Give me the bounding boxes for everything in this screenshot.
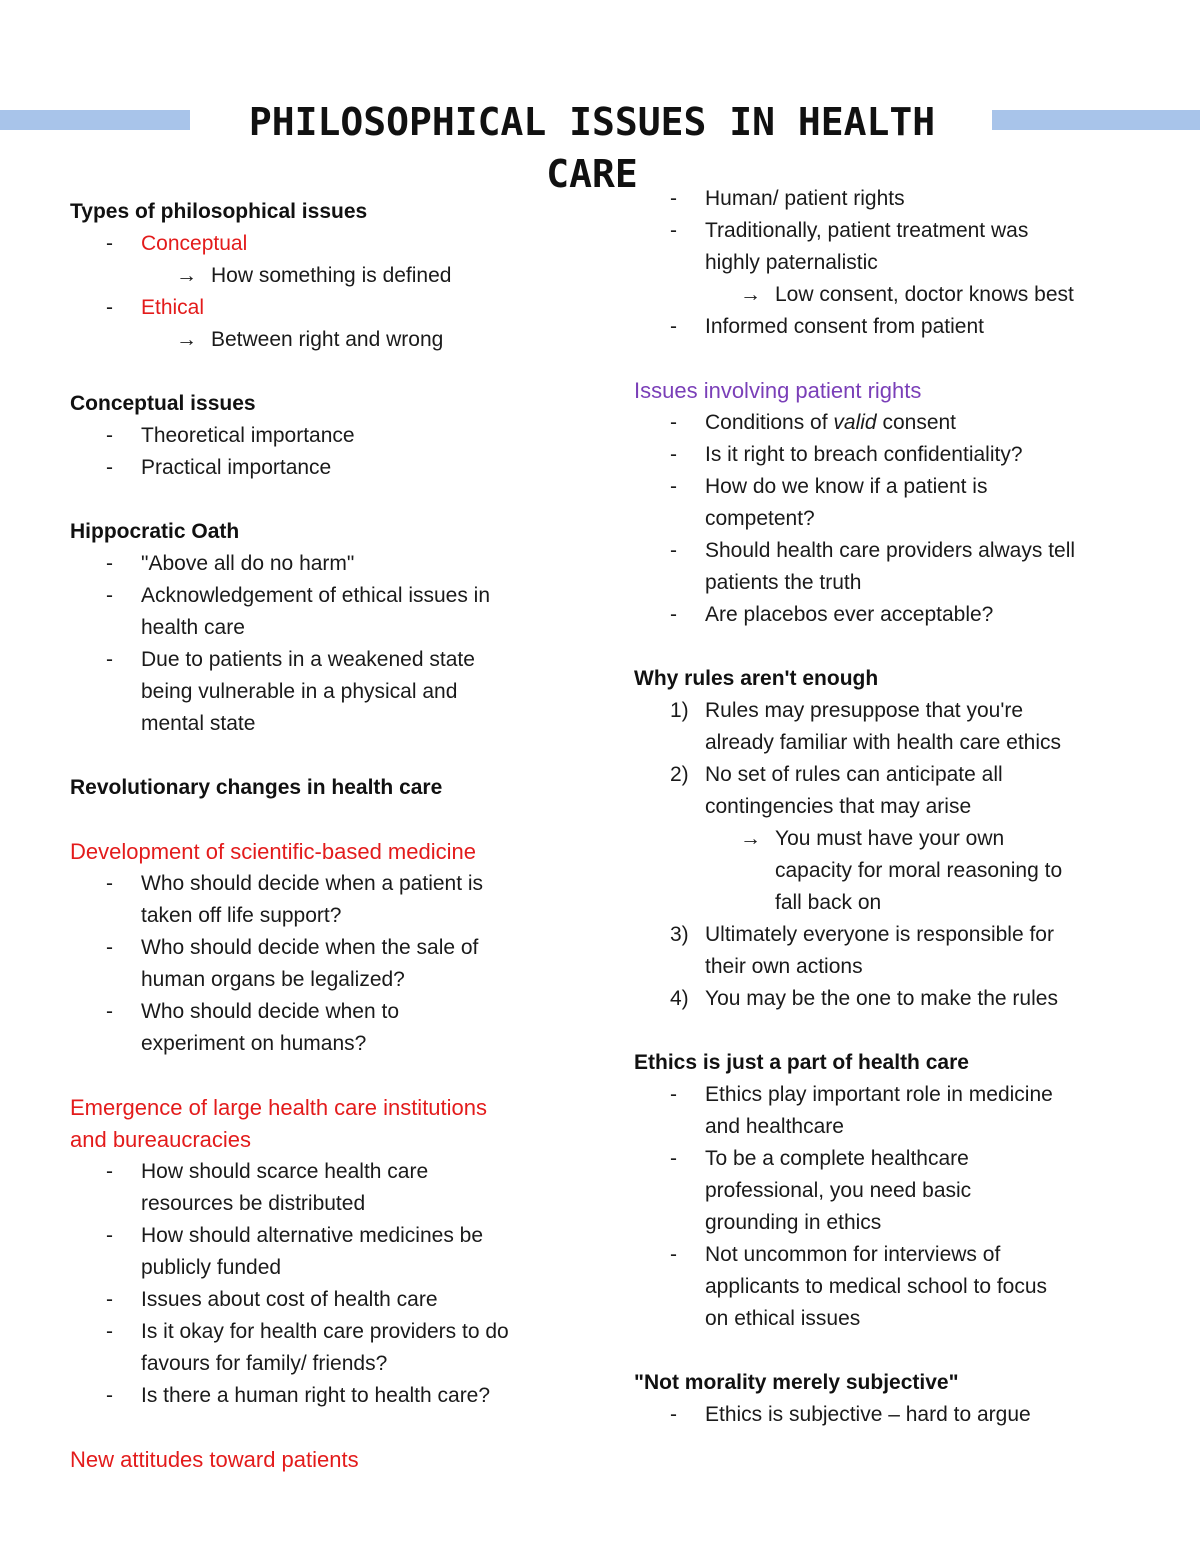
sub-item-continued: fall back on [775,891,882,914]
list-item: - To be a complete healthcare [670,1147,969,1170]
list-item: - How should scarce health care [106,1160,429,1183]
section-heading-scientific: Development of scientific-based medicine [70,839,476,864]
list-item: - Ethics is subjective – hard to argue [670,1403,1031,1426]
patient-attitudes-list [634,183,1144,343]
list-item-continued: competent? [705,507,815,530]
list-item-continued: professional, you need basic [705,1179,972,1202]
sub-item-continued: capacity for moral reasoning to [775,859,1063,882]
list-item-continued: publicly funded [141,1256,282,1279]
list-item-continued: health care [141,616,245,639]
section-heading-morality: "Not morality merely subjective" [634,1371,959,1394]
section-heading-ethics-part: Ethics is just a part of health care [634,1051,969,1074]
arrow-icon: → [176,264,197,287]
hippocratic-list [70,548,590,740]
section-heading-types: Types of philosophical issues [70,200,368,223]
list-item: - Due to patients in a weakened state [106,648,475,671]
numbered-item: 1) Rules may presuppose that you're [670,699,1024,722]
sub-item: → You must have your own [634,823,1144,855]
institutions-list [70,1156,590,1412]
list-item: - Not uncommon for interviews of [670,1243,1001,1266]
list-item-continued: human organs be legalized? [141,968,405,991]
page-title: PHILOSOPHICAL ISSUES IN HEALTH CARE [248,100,936,196]
list-item: - Is it right to breach confidentiality? [670,443,1023,466]
list-item-continued: and healthcare [705,1115,844,1138]
conceptual-issues-list [70,420,590,484]
numbered-item: 2) No set of rules can anticipate all [670,763,1003,786]
arrow-icon: → [740,283,761,306]
section-heading-rules: Why rules aren't enough [634,667,879,690]
list-item-continued: highly paternalistic [705,251,878,274]
section-heading-revolutionary: Revolutionary changes in health care [70,776,443,799]
arrow-icon: → [740,827,761,850]
section-heading-institutions-line2: and bureaucracies [70,1127,252,1152]
numbered-item: 3) Ultimately everyone is responsible for [670,923,1054,946]
title-accent-bar-left [0,110,190,130]
section-heading-attitudes: New attitudes toward patients [70,1447,359,1472]
list-item: - Practical importance [106,456,332,479]
list-item: - Who should decide when to [106,1000,399,1023]
list-item-continued: mental state [141,712,256,735]
sub-item: → Low consent, doctor knows best [634,279,1144,311]
arrow-icon: → [176,328,197,351]
list-item: - How do we know if a patient is [670,475,988,498]
patient-rights-list [634,407,1144,631]
section-heading-patient-rights: Issues involving patient rights [634,378,922,403]
list-item: - Ethical [106,296,205,319]
ethics-part-list [634,1079,1144,1335]
sub-item: → Between right and wrong [70,324,590,356]
right-column [634,183,1144,1431]
list-item: - Ethics play important role in medicine [670,1083,1053,1106]
list-item-continued: favours for family/ friends? [141,1352,388,1375]
section-heading-conceptual-issues: Conceptual issues [70,392,256,415]
list-item-continued: grounding in ethics [705,1211,882,1234]
list-item-continued: being vulnerable in a physical and [141,680,458,703]
list-item: - Who should decide when the sale of [106,936,479,959]
section-heading-institutions: Emergence of large health care institutions [70,1095,488,1120]
scientific-list [70,868,590,1060]
title-row [0,96,1200,196]
numbered-item: 4) You may be the one to make the rules [670,987,1058,1010]
list-item: - "Above all do no harm" [106,552,355,575]
list-item: - Conceptual [106,232,248,255]
list-item-continued: applicants to medical school to focus [705,1275,1048,1298]
list-item: - Are placebos ever acceptable? [670,603,994,626]
list-item: - Should health care providers always tell [670,539,1076,562]
title-accent-bar-right [992,110,1200,130]
left-column [70,196,590,1476]
list-item: - Informed consent from patient [670,315,984,338]
list-item: - Theoretical importance [106,424,355,447]
morality-list [634,1399,1144,1431]
list-item: - Is there a human right to health care? [106,1384,491,1407]
list-item-continued: experiment on humans? [141,1032,367,1055]
list-item: - Human/ patient rights [670,187,905,210]
list-item: - Acknowledgement of ethical issues in [106,584,491,607]
list-item: - Traditionally, patient treatment was [670,219,1029,242]
types-list [70,228,590,356]
list-item: - Issues about cost of health care [106,1288,438,1311]
list-item: - Who should decide when a patient is [106,872,484,895]
list-item-continued: patients the truth [705,571,862,594]
list-item-continued: resources be distributed [141,1192,366,1215]
section-heading-hippocratic: Hippocratic Oath [70,520,240,543]
list-item-continued: their own actions [705,955,863,978]
list-item-continued: on ethical issues [705,1307,861,1330]
list-item-continued: contingencies that may arise [705,795,972,818]
sub-item: → How something is defined [70,260,590,292]
list-item-continued: taken off life support? [141,904,342,927]
list-item: - How should alternative medicines be [106,1224,484,1247]
list-item: - Conditions of valid consent [670,411,957,434]
list-item-continued: already familiar with health care ethics [705,731,1061,754]
rules-list [634,695,1144,1015]
list-item: - Is it okay for health care providers to do [106,1320,509,1343]
